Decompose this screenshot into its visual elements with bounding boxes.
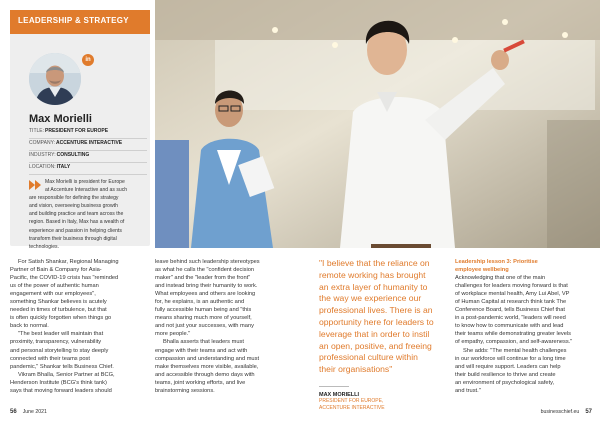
body-line: to know how to communicate with and lead <box>455 323 564 330</box>
quote-line: opportunity here for leaders to <box>319 316 434 327</box>
article-column-1 <box>10 258 150 395</box>
meta-key: TITLE: <box>29 128 45 134</box>
meta-key: INDUSTRY: <box>29 152 56 158</box>
quote-line: the way we experience our <box>319 293 422 304</box>
quote-line: professional lives. There is an <box>319 305 433 316</box>
body-line: "The best leader will maintain that <box>18 331 104 338</box>
body-line: fully accessible human being and "this <box>155 307 252 314</box>
body-line: means sharing much more of yourself, <box>155 315 252 322</box>
meta-company <box>29 140 147 151</box>
body-line: Partner of Bain & Company for Asia- <box>10 267 102 274</box>
article-column-2 <box>155 258 305 395</box>
body-line: is often quickly forgotten when things go <box>10 315 112 322</box>
lesson-heading: Leadership lesson 3: Prioritise <box>455 259 538 265</box>
lesson-heading: employee wellbeing <box>455 267 509 274</box>
body-line: says that moving forward leaders should <box>10 387 112 394</box>
body-line: make themselves more visible, available, <box>155 363 259 370</box>
body-line: in our workforce will continue for a long time <box>455 355 566 362</box>
bio-line: are responsible for defining the strategy <box>29 195 119 202</box>
section-header <box>10 10 150 34</box>
quote-role: PRESIDENT FOR EUROPE, ACCENTURE INTERACTIVE <box>319 397 385 411</box>
bio-line: and vision, overseeing business growth <box>29 203 118 210</box>
body-line: us of the power of authentic human <box>10 283 99 290</box>
meta-value: ITALY <box>56 164 71 170</box>
body-line: their teams while demonstrating greater levels <box>455 331 572 338</box>
meta-location <box>29 164 147 175</box>
bio-line: at Accenture Interactive and as such <box>45 187 128 194</box>
quote-line: an extra layer of humanity to <box>319 281 428 292</box>
body-line: maker" and the "leader from the front" <box>155 275 251 282</box>
quote-line: leverage that in order to instil <box>319 328 430 339</box>
body-line: Vikram Bhalla, Senior Partner at BCG, <box>18 371 115 378</box>
body-line: compassion and understanding and must <box>155 355 260 362</box>
linkedin-icon[interactable]: in <box>82 54 94 66</box>
body-line: Bhalla asserts that leaders must <box>163 339 244 346</box>
body-line: and personal storytelling to stay deeply <box>10 347 109 354</box>
meta-value: PRESIDENT FOR EUROPE <box>45 128 109 134</box>
meta-key: LOCATION: <box>29 164 56 170</box>
meta-key: COMPANY: <box>29 140 56 146</box>
body-line: engagement with our employees", <box>10 291 96 298</box>
body-line: and will require support. Leaders can help <box>455 363 561 370</box>
pull-quote <box>319 258 445 412</box>
body-line: and trust." <box>455 387 481 394</box>
body-line: proximity, transparency, vulnerability <box>10 339 102 346</box>
profile-name: Max Morielli <box>29 113 92 125</box>
office-photo <box>155 0 600 248</box>
body-line: challenges for leaders moving forward is that <box>455 283 568 290</box>
body-line: She adds: "The mental health challenges <box>463 347 567 354</box>
page-number: 56 <box>10 409 17 415</box>
body-line: an environment of psychological safety, <box>455 379 555 386</box>
quote-line: remote working has brought <box>319 269 426 280</box>
article-column-4 <box>455 258 597 395</box>
body-line: more people." <box>155 331 191 338</box>
body-line: and not just your successes, with many <box>155 323 254 330</box>
profile-bio <box>29 178 147 251</box>
body-line: of empathy, compassion, and self-awareness." <box>455 339 573 346</box>
quote-line: professional culture within <box>319 352 418 363</box>
bio-line: transform their business through digital <box>29 235 117 242</box>
meta-value: ACCENTURE INTERACTIVE <box>56 140 123 146</box>
meta-value: CONSULTING <box>56 152 90 158</box>
quote-divider <box>319 386 349 387</box>
body-line: teams, joint working efforts, and live <box>155 379 246 386</box>
bio-line: Max Morielli is president for Europe <box>45 179 125 185</box>
body-line: leave behind such leadership stereotypes <box>155 259 260 265</box>
body-line: something Shankar believes is acutely <box>10 299 107 306</box>
body-line: Acknowledging that one of the main <box>455 275 546 282</box>
body-line: as what he calls the "confident decision <box>155 267 255 274</box>
body-line: and accessible through demo days with <box>155 371 255 378</box>
profile-card <box>10 10 150 250</box>
bio-line: region. Based in Italy, Max has a wealth of <box>29 219 125 226</box>
section-label: LEADERSHIP & STRATEGY <box>18 16 129 25</box>
body-line: engage with their teams and act with <box>155 347 248 354</box>
body-line: brainstorming sessions. <box>155 387 215 394</box>
bio-line: and building practice and team across the <box>29 211 124 218</box>
page-number: 57 <box>585 409 592 415</box>
body-line: their build resilience to thrive and create <box>455 371 556 378</box>
quote-line: their organisations" <box>319 364 393 375</box>
bio-line: technologies. <box>29 243 60 250</box>
bio-line: experience and passion in helping clients <box>29 227 122 234</box>
body-line: What employees and others are looking <box>155 291 256 298</box>
body-line: Henderson Institute (BCG's think tank) <box>10 379 107 386</box>
footer-left <box>10 409 47 415</box>
avatar <box>29 53 81 105</box>
body-line: needed in times of turbulence, but that <box>10 307 107 314</box>
body-line: of Human Capital at research think tank The <box>455 299 567 306</box>
body-line: and instead bring their humanity to work. <box>155 283 258 290</box>
body-line: pandemic," Shankar tells Business Chief. <box>10 363 114 370</box>
meta-industry <box>29 152 147 163</box>
quote-line: "I believe that the reliance on <box>319 258 430 268</box>
issue-date: June 2021 <box>22 409 47 415</box>
body-line: Conference Board, tells Business Chief that <box>455 307 566 314</box>
body-line: For Satish Shankar, Regional Managing <box>18 259 119 265</box>
meta-title <box>29 128 147 139</box>
body-line: in a post-pandemic world, "leaders will need <box>455 315 566 322</box>
quote-author: MAX MORIELLI <box>319 391 360 398</box>
body-line: of workplace mental health, Amy Lui Abel, VP <box>455 291 570 298</box>
site-url[interactable]: businesschief.eu <box>540 409 580 415</box>
quote-line: an open, positive, and freeing <box>319 340 432 351</box>
body-line: for, he explains, is an authentic and <box>155 299 245 306</box>
body-line: connected with their teams post <box>10 355 90 362</box>
footer-right <box>541 409 592 415</box>
pull-quote-text <box>319 258 445 376</box>
body-line: Pacific, the COVID-19 crisis has "reminded <box>10 275 119 282</box>
body-line: back to normal. <box>10 323 49 330</box>
